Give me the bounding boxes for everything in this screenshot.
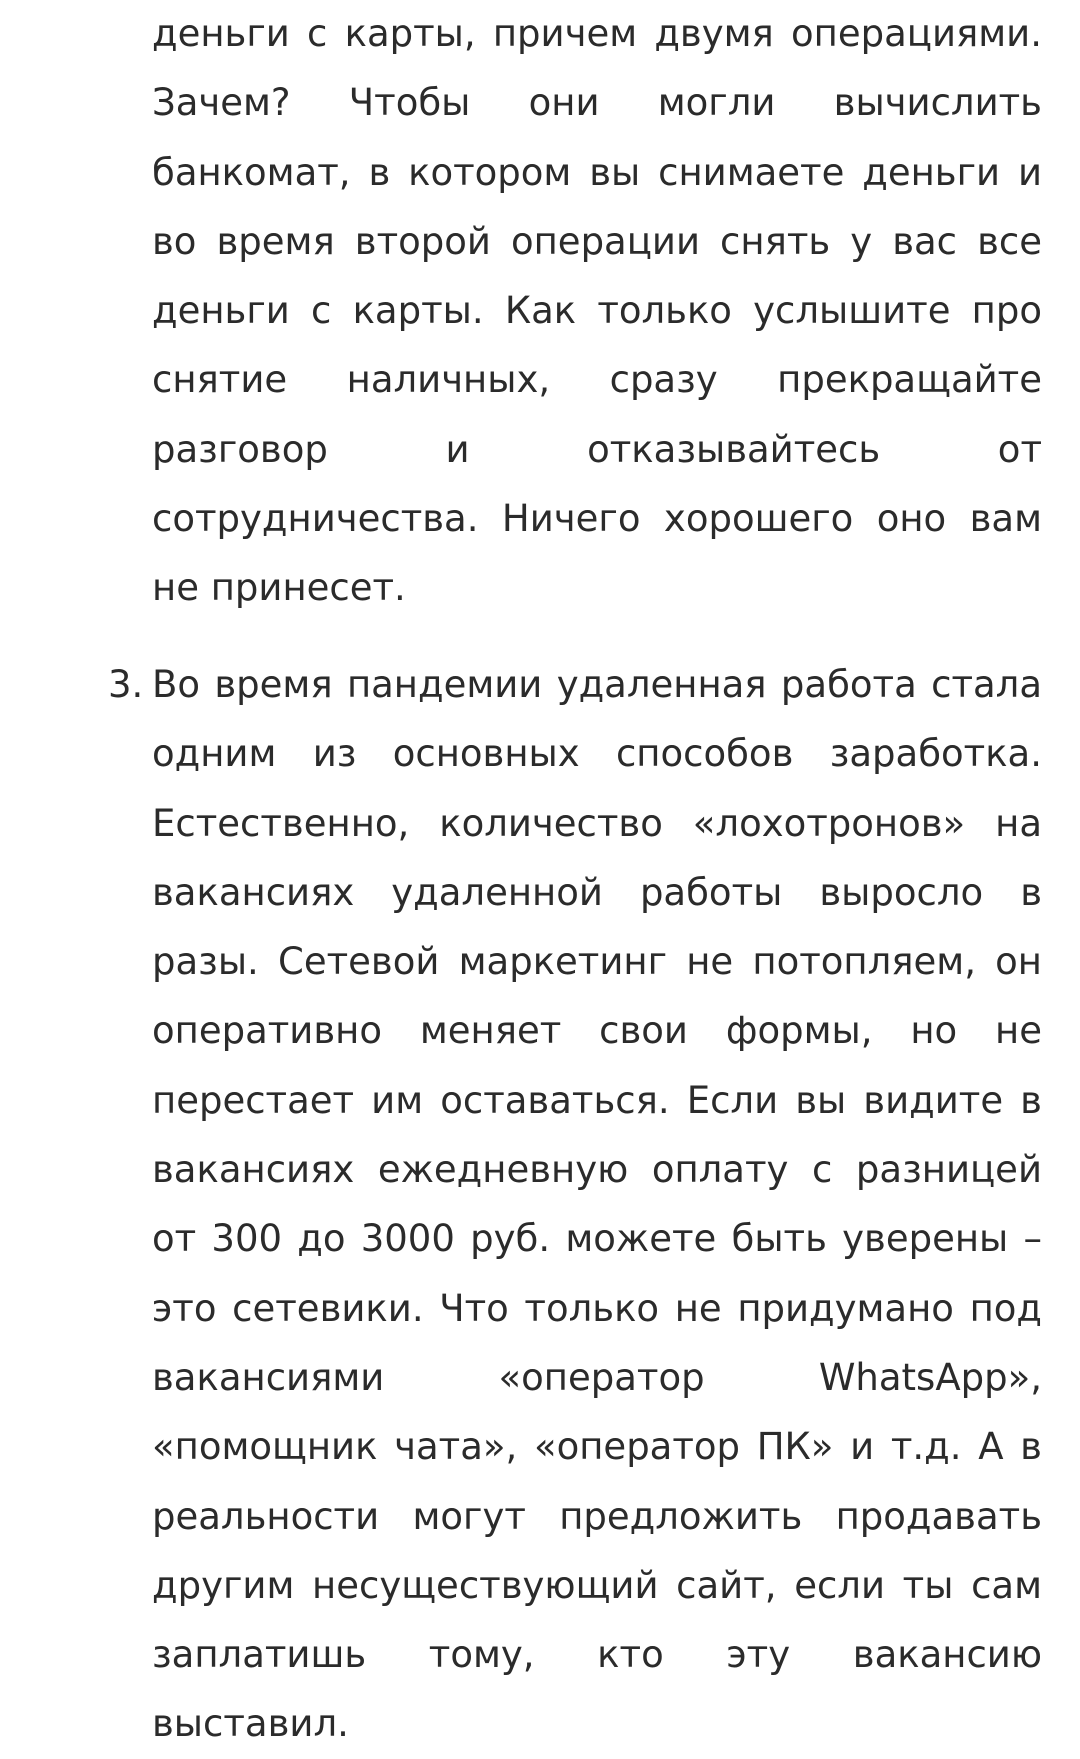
list-item-text: Во время пандемии удаленная работа стала одним из основных способов заработка. Естественно, количество «лохотронов» на вакансиях удаленной работы выросло в разы. Сетевой маркетинг не потопляем, он оперативно меняет свои формы, но не перестает им оставаться. Если вы видите в вакансиях ежедневную оплату с разницей от 300 до 3000 руб. можете быть уверены – это сетевики. Что только не придумано под вакансиями «оператор WhatsApp», «помощник чата», «оператор ПК» и т.д. А в реальности могут предложить продавать другим несуществующий сайт, если ты сам заплатишь тому, кто эту вакансию выставил. [152,663,1042,1746]
paragraph-continuation: деньги с карты, причем двумя операциями. Зачем? Чтобы они могли вычислить банкомат, в котором вы снимаете деньги и во время второй операции снять у вас все деньги с карты. Как только услышите про снятие наличных, сразу прекращайте разговор и отказывайтесь от сотрудничества. Ничего хорошего оно вам не принесет. [152,12,1042,610]
list-item-number: 3. [108,663,144,706]
